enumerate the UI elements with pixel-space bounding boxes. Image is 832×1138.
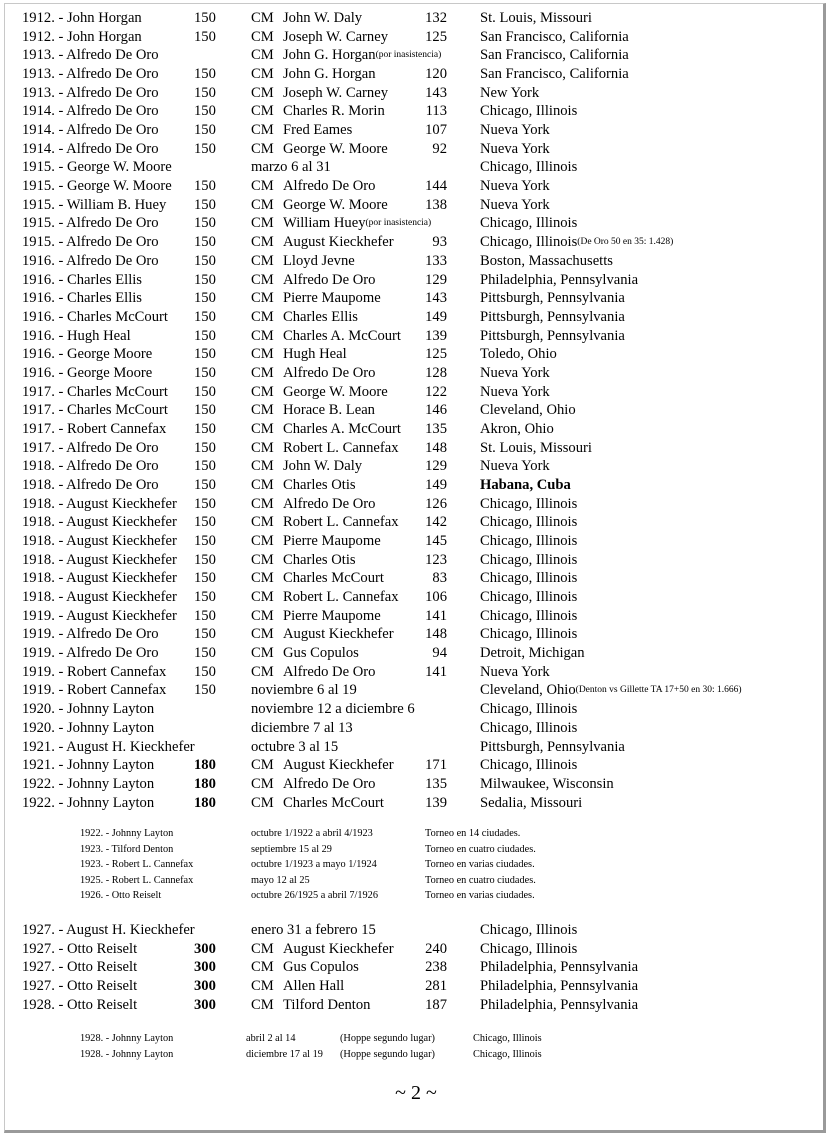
match-type: CM bbox=[251, 215, 274, 232]
player-name: 1913. - Alfredo De Oro bbox=[22, 47, 159, 64]
opponent-name: Charles McCourt bbox=[283, 570, 384, 587]
opponent-score: 146 bbox=[425, 402, 447, 419]
opponent-score: 129 bbox=[425, 458, 447, 475]
player-name: 1913. - Alfredo De Oro bbox=[22, 66, 159, 83]
opponent-score: 92 bbox=[432, 140, 447, 157]
match-type: CM bbox=[251, 271, 274, 288]
match-type: CM bbox=[251, 364, 274, 381]
match-type: CM bbox=[251, 439, 274, 456]
opponent-note: (por inasistencia) bbox=[365, 218, 432, 229]
points-target: 150 bbox=[194, 271, 216, 288]
player-name: 1916. - Alfredo De Oro bbox=[22, 252, 159, 269]
final-winner: 1928. - Johnny Layton bbox=[80, 1033, 174, 1044]
opponent-score: 149 bbox=[425, 308, 447, 325]
location: Nueva York bbox=[480, 663, 550, 680]
location: Chicago, Illinois bbox=[480, 940, 578, 957]
tournament-winner: 1926. - Otto Reiselt bbox=[80, 890, 162, 901]
location: Chicago, Illinois bbox=[480, 570, 578, 587]
points-target: 150 bbox=[194, 589, 216, 606]
player-name: 1912. - John Horgan bbox=[22, 28, 142, 45]
match-type: CM bbox=[251, 84, 274, 101]
tournament-dates: mayo 12 al 25 bbox=[251, 874, 310, 886]
location: Cleveland, Ohio bbox=[480, 402, 576, 419]
final-note: (Hoppe segundo lugar) bbox=[340, 1033, 435, 1044]
opponent-name: Charles Otis bbox=[283, 477, 356, 493]
final-location: Chicago, Illinois bbox=[473, 1033, 542, 1044]
player-name: 1927. - August H. Kieckhefer bbox=[22, 922, 195, 938]
match-type: CM bbox=[251, 140, 274, 157]
tournament-dates: octubre 1/1922 a abril 4/1923 bbox=[251, 828, 373, 839]
tournament-description: Torneo en varias ciudades. bbox=[425, 859, 535, 870]
opponent-name: Pierre Maupome bbox=[283, 290, 381, 307]
location: Cleveland, Ohio (Denton vs Gillette TA 17+50 en 30: 1.666) bbox=[480, 682, 742, 699]
points-target: 150 bbox=[194, 458, 216, 475]
final-dates: abril 2 al 14 bbox=[246, 1033, 296, 1044]
location: Chicago, Illinois bbox=[480, 626, 578, 643]
location: Nueva York bbox=[480, 178, 550, 195]
opponent-score: 171 bbox=[425, 757, 447, 774]
opponent-name: George W. Moore bbox=[283, 140, 388, 157]
opponent-name: John G. Horgan bbox=[283, 66, 376, 83]
opponent-name: John W. Daly bbox=[283, 458, 363, 475]
event-dates: noviembre 6 al 19 bbox=[251, 682, 357, 699]
opponent-name: August Kieckhefer bbox=[283, 234, 394, 251]
player-name: 1912. - John Horgan bbox=[22, 10, 142, 26]
location: Chicago, Illinois bbox=[480, 159, 578, 176]
opponent-score: 107 bbox=[425, 122, 447, 139]
opponent-name: Robert L. Cannefax bbox=[283, 439, 399, 456]
event-dates: noviembre 12 a diciembre 6 bbox=[251, 701, 415, 718]
opponent-name: Gus Copulos bbox=[283, 959, 359, 976]
location: Philadelphia, Pennsylvania bbox=[480, 978, 639, 995]
player-name: 1916. - Charles Ellis bbox=[22, 271, 142, 288]
player-name: 1919. - Alfredo De Oro bbox=[22, 645, 159, 662]
points-target: 150 bbox=[194, 308, 216, 325]
opponent-name: Alfredo De Oro bbox=[283, 364, 376, 381]
player-name: 1920. - Johnny Layton bbox=[22, 719, 155, 736]
opponent-name: Alfredo De Oro bbox=[283, 178, 376, 195]
opponent-score: 143 bbox=[425, 290, 447, 307]
opponent-score: 238 bbox=[425, 959, 447, 976]
player-name: 1915. - George W. Moore bbox=[22, 159, 172, 176]
match-type: CM bbox=[251, 757, 274, 774]
location: Pittsburgh, Pennsylvania bbox=[480, 327, 625, 344]
points-target: 150 bbox=[194, 439, 216, 456]
opponent-name: Joseph W. Carney bbox=[283, 28, 388, 45]
opponent-score: 139 bbox=[425, 327, 447, 344]
location: Chicago, Illinois (De Oro 50 en 35: 1.428) bbox=[480, 234, 674, 251]
opponent-score: 141 bbox=[425, 663, 447, 680]
final-location: Chicago, Illinois bbox=[473, 1049, 542, 1060]
player-name: 1916. - George Moore bbox=[22, 364, 153, 381]
player-name: 1916. - Charles Ellis bbox=[22, 290, 142, 307]
opponent-score: 135 bbox=[425, 420, 447, 437]
location: Milwaukee, Wisconsin bbox=[480, 775, 614, 792]
player-name: 1918. - August Kieckhefer bbox=[22, 551, 177, 568]
opponent-score: 113 bbox=[425, 103, 447, 120]
event-dates: enero 31 a febrero 15 bbox=[251, 922, 376, 938]
tournament-description: Torneo en 14 ciudades. bbox=[425, 828, 521, 839]
points-target: 150 bbox=[194, 607, 216, 624]
location: Nueva York bbox=[480, 196, 550, 213]
points-target: 150 bbox=[194, 252, 216, 269]
match-type: CM bbox=[251, 402, 274, 419]
event-dates: marzo 6 al 31 bbox=[251, 159, 331, 176]
location: Chicago, Illinois bbox=[480, 607, 578, 624]
points-target: 150 bbox=[194, 327, 216, 344]
opponent-score: 129 bbox=[425, 271, 447, 288]
event-dates: diciembre 7 al 13 bbox=[251, 719, 353, 736]
location: Chicago, Illinois bbox=[480, 922, 578, 938]
match-type: CM bbox=[251, 252, 274, 269]
location: Philadelphia, Pennsylvania bbox=[480, 959, 639, 976]
opponent-name: Robert L. Cannefax bbox=[283, 589, 399, 606]
match-type: CM bbox=[251, 346, 274, 363]
opponent-name: John W. Daly bbox=[283, 10, 363, 26]
points-target: 180 bbox=[194, 775, 216, 792]
points-target: 150 bbox=[194, 103, 216, 120]
points-target: 150 bbox=[194, 626, 216, 643]
player-name: 1921. - Johnny Layton bbox=[22, 757, 155, 774]
opponent-name: Charles Ellis bbox=[283, 308, 358, 325]
opponent-score: 120 bbox=[425, 66, 447, 83]
tournament-winner: 1925. - Robert L. Cannefax bbox=[80, 874, 194, 886]
opponent-name: Robert L. Cannefax bbox=[283, 514, 399, 531]
player-name: 1915. - George W. Moore bbox=[22, 178, 172, 195]
match-type: CM bbox=[251, 663, 274, 680]
opponent-name: Horace B. Lean bbox=[283, 402, 375, 419]
final-dates: diciembre 17 al 19 bbox=[246, 1049, 323, 1060]
points-target: 150 bbox=[194, 477, 216, 493]
location: Nueva York bbox=[480, 364, 550, 381]
player-name: 1916. - Hugh Heal bbox=[22, 327, 131, 344]
opponent-name: Alfredo De Oro bbox=[283, 271, 376, 288]
opponent-name: Lloyd Jevne bbox=[283, 252, 355, 269]
tournament-dates: octubre 26/1925 a abril 7/1926 bbox=[251, 890, 378, 901]
points-target: 150 bbox=[194, 402, 216, 419]
match-type: CM bbox=[251, 103, 274, 120]
event-dates: octubre 3 al 15 bbox=[251, 738, 339, 755]
match-type: CM bbox=[251, 178, 274, 195]
opponent-score: 148 bbox=[425, 439, 447, 456]
opponent-score: 187 bbox=[425, 996, 447, 1013]
opponent-score: 148 bbox=[425, 626, 447, 643]
points-target: 150 bbox=[194, 551, 216, 568]
opponent-name: John G. Horgan (por inasistencia) bbox=[283, 47, 442, 64]
match-type: CM bbox=[251, 495, 274, 512]
points-target: 180 bbox=[194, 757, 216, 774]
points-target: 150 bbox=[194, 364, 216, 381]
match-type: CM bbox=[251, 66, 274, 83]
final-note: (Hoppe segundo lugar) bbox=[340, 1049, 435, 1060]
player-name: 1914. - Alfredo De Oro bbox=[22, 140, 159, 157]
opponent-score: 94 bbox=[432, 645, 447, 662]
tournament-winner: 1922. - Johnny Layton bbox=[80, 828, 174, 839]
player-name: 1916. - Charles McCourt bbox=[22, 308, 168, 325]
opponent-name: Charles A. McCourt bbox=[283, 327, 401, 344]
player-name: 1920. - Johnny Layton bbox=[22, 701, 155, 718]
location: Nueva York bbox=[480, 122, 550, 139]
opponent-score: 126 bbox=[425, 495, 447, 512]
location-note: (De Oro 50 en 35: 1.428) bbox=[577, 237, 674, 248]
player-name: 1922. - Johnny Layton bbox=[22, 794, 155, 811]
player-name: 1917. - Robert Cannefax bbox=[22, 420, 167, 437]
opponent-name: August Kieckhefer bbox=[283, 940, 394, 957]
location: Pittsburgh, Pennsylvania bbox=[480, 290, 625, 307]
location: San Francisco, California bbox=[480, 28, 629, 45]
player-name: 1919. - August Kieckhefer bbox=[22, 607, 177, 624]
match-type: CM bbox=[251, 775, 274, 792]
opponent-score: 128 bbox=[425, 364, 447, 381]
opponent-name: George W. Moore bbox=[283, 383, 388, 400]
location: Chicago, Illinois bbox=[480, 215, 578, 232]
match-type: CM bbox=[251, 290, 274, 307]
match-type: CM bbox=[251, 645, 274, 662]
match-type: CM bbox=[251, 234, 274, 251]
match-type: CM bbox=[251, 28, 274, 45]
location: St. Louis, Missouri bbox=[480, 10, 592, 26]
match-type: CM bbox=[251, 383, 274, 400]
opponent-score: 145 bbox=[425, 533, 447, 550]
points-target: 150 bbox=[194, 66, 216, 83]
location: Detroit, Michigan bbox=[480, 645, 585, 662]
opponent-name: Charles A. McCourt bbox=[283, 420, 401, 437]
tournament-dates: septiembre 15 al 29 bbox=[251, 843, 332, 855]
location: Chicago, Illinois bbox=[480, 495, 578, 512]
opponent-name: August Kieckhefer bbox=[283, 626, 394, 643]
opponent-note: (por inasistencia) bbox=[375, 50, 442, 61]
location: Sedalia, Missouri bbox=[480, 794, 583, 811]
opponent-name: Allen Hall bbox=[283, 978, 345, 995]
player-name: 1915. - Alfredo De Oro bbox=[22, 234, 159, 251]
player-name: 1918. - August Kieckhefer bbox=[22, 533, 177, 550]
opponent-score: 133 bbox=[425, 252, 447, 269]
match-type: CM bbox=[251, 458, 274, 475]
player-name: 1918. - Alfredo De Oro bbox=[22, 458, 159, 475]
points-target: 150 bbox=[194, 663, 216, 680]
opponent-score: 141 bbox=[425, 607, 447, 624]
opponent-score: 149 bbox=[425, 477, 447, 493]
player-name: 1913. - Alfredo De Oro bbox=[22, 84, 159, 101]
player-name: 1927. - Otto Reiselt bbox=[22, 940, 138, 957]
opponent-name: August Kieckhefer bbox=[283, 757, 394, 774]
opponent-score: 142 bbox=[425, 514, 447, 531]
opponent-score: 83 bbox=[432, 570, 447, 587]
tournament-dates: octubre 1/1923 a mayo 1/1924 bbox=[251, 859, 377, 870]
player-name: 1919. - Alfredo De Oro bbox=[22, 626, 159, 643]
points-target: 300 bbox=[194, 940, 216, 957]
opponent-name: Gus Copulos bbox=[283, 645, 359, 662]
points-target: 300 bbox=[194, 978, 216, 995]
match-type: CM bbox=[251, 327, 274, 344]
match-type: CM bbox=[251, 196, 274, 213]
player-name: 1927. - Otto Reiselt bbox=[22, 978, 138, 995]
final-winner: 1928. - Johnny Layton bbox=[80, 1049, 174, 1060]
tournament-winner: 1923. - Tilford Denton bbox=[80, 843, 174, 855]
match-type: CM bbox=[251, 308, 274, 325]
page-number: ~ 2 ~ bbox=[395, 1082, 437, 1104]
opponent-name: Alfredo De Oro bbox=[283, 663, 376, 680]
location: Philadelphia, Pennsylvania bbox=[480, 271, 639, 288]
match-type: CM bbox=[251, 514, 274, 531]
player-name: 1919. - Robert Cannefax bbox=[22, 682, 167, 699]
location: Pittsburgh, Pennsylvania bbox=[480, 738, 625, 755]
match-type: CM bbox=[251, 959, 274, 976]
points-target: 150 bbox=[194, 10, 216, 26]
points-target: 150 bbox=[194, 533, 216, 550]
player-name: 1927. - Otto Reiselt bbox=[22, 959, 138, 976]
opponent-name: Alfredo De Oro bbox=[283, 775, 376, 792]
location: Nueva York bbox=[480, 458, 550, 475]
opponent-name: Charles R. Morin bbox=[283, 103, 385, 120]
match-type: CM bbox=[251, 589, 274, 606]
player-name: 1917. - Alfredo De Oro bbox=[22, 439, 159, 456]
location: Chicago, Illinois bbox=[480, 719, 578, 736]
opponent-score: 139 bbox=[425, 794, 447, 811]
match-type: CM bbox=[251, 533, 274, 550]
match-type: CM bbox=[251, 570, 274, 587]
points-target: 150 bbox=[194, 682, 216, 699]
points-target: 150 bbox=[194, 28, 216, 45]
match-type: CM bbox=[251, 551, 274, 568]
tournament-description: Torneo en varias ciudades. bbox=[425, 890, 535, 901]
match-type: CM bbox=[251, 10, 274, 26]
match-type: CM bbox=[251, 122, 274, 139]
location: Chicago, Illinois bbox=[480, 589, 578, 606]
player-name: 1917. - Charles McCourt bbox=[22, 402, 168, 419]
points-target: 300 bbox=[194, 996, 216, 1013]
location: Philadelphia, Pennsylvania bbox=[480, 996, 639, 1013]
points-target: 150 bbox=[194, 140, 216, 157]
points-target: 150 bbox=[194, 346, 216, 363]
points-target: 150 bbox=[194, 420, 216, 437]
location: Nueva York bbox=[480, 140, 550, 157]
player-name: 1918. - August Kieckhefer bbox=[22, 589, 177, 606]
location: Akron, Ohio bbox=[480, 420, 554, 437]
match-type: CM bbox=[251, 626, 274, 643]
player-name: 1922. - Johnny Layton bbox=[22, 775, 155, 792]
points-target: 150 bbox=[194, 234, 216, 251]
opponent-name: George W. Moore bbox=[283, 196, 388, 213]
opponent-score: 125 bbox=[425, 28, 447, 45]
opponent-score: 93 bbox=[432, 234, 447, 251]
opponent-score: 281 bbox=[425, 978, 447, 995]
location: Habana, Cuba bbox=[480, 477, 571, 493]
points-target: 150 bbox=[194, 383, 216, 400]
match-type: CM bbox=[251, 47, 274, 64]
match-type: CM bbox=[251, 607, 274, 624]
opponent-name: Pierre Maupome bbox=[283, 607, 381, 624]
tournament-winner: 1923. - Robert L. Cannefax bbox=[80, 859, 194, 870]
location-note: (Denton vs Gillette TA 17+50 en 30: 1.666) bbox=[575, 685, 742, 696]
points-target: 150 bbox=[194, 495, 216, 512]
location: Pittsburgh, Pennsylvania bbox=[480, 308, 625, 325]
player-name: 1918. - August Kieckhefer bbox=[22, 514, 177, 531]
points-target: 150 bbox=[194, 122, 216, 139]
location: San Francisco, California bbox=[480, 66, 629, 83]
opponent-name: Charles Otis bbox=[283, 551, 356, 568]
opponent-name: Fred Eames bbox=[283, 122, 353, 139]
points-target: 150 bbox=[194, 215, 216, 232]
tournament-description: Torneo en cuatro ciudades. bbox=[425, 843, 536, 855]
match-type: CM bbox=[251, 477, 274, 493]
location: Toledo, Ohio bbox=[480, 346, 557, 363]
location: Chicago, Illinois bbox=[480, 514, 578, 531]
opponent-name: Alfredo De Oro bbox=[283, 495, 376, 512]
player-name: 1919. - Robert Cannefax bbox=[22, 663, 167, 680]
opponent-name: William Huey (por inasistencia) bbox=[283, 215, 432, 232]
player-name: 1914. - Alfredo De Oro bbox=[22, 122, 159, 139]
opponent-score: 106 bbox=[425, 589, 447, 606]
location: Chicago, Illinois bbox=[480, 533, 578, 550]
points-target: 300 bbox=[194, 959, 216, 976]
points-target: 150 bbox=[194, 514, 216, 531]
player-name: 1916. - George Moore bbox=[22, 346, 153, 363]
opponent-score: 240 bbox=[425, 940, 447, 957]
match-type: CM bbox=[251, 420, 274, 437]
location: St. Louis, Missouri bbox=[480, 439, 592, 456]
player-name: 1917. - Charles McCourt bbox=[22, 383, 168, 400]
points-target: 150 bbox=[194, 196, 216, 213]
opponent-score: 143 bbox=[425, 84, 447, 101]
opponent-score: 123 bbox=[425, 551, 447, 568]
location: Chicago, Illinois bbox=[480, 103, 578, 120]
match-type: CM bbox=[251, 940, 274, 957]
player-name: 1921. - August H. Kieckhefer bbox=[22, 738, 195, 755]
player-name: 1914. - Alfredo De Oro bbox=[22, 103, 159, 120]
match-type: CM bbox=[251, 996, 274, 1013]
points-target: 180 bbox=[194, 794, 216, 811]
match-type: CM bbox=[251, 794, 274, 811]
points-target: 150 bbox=[194, 84, 216, 101]
tournament-description: Torneo en cuatro ciudades. bbox=[425, 874, 536, 886]
opponent-score: 125 bbox=[425, 346, 447, 363]
opponent-name: Joseph W. Carney bbox=[283, 84, 388, 101]
opponent-score: 138 bbox=[425, 196, 447, 213]
location: Chicago, Illinois bbox=[480, 757, 578, 774]
location: Chicago, Illinois bbox=[480, 551, 578, 568]
player-name: 1918. - August Kieckhefer bbox=[22, 495, 177, 512]
points-target: 150 bbox=[194, 645, 216, 662]
opponent-name: Pierre Maupome bbox=[283, 533, 381, 550]
opponent-score: 144 bbox=[425, 178, 447, 195]
points-target: 150 bbox=[194, 290, 216, 307]
player-name: 1928. - Otto Reiselt bbox=[22, 996, 138, 1013]
location: Boston, Massachusetts bbox=[480, 252, 613, 269]
opponent-name: Tilford Denton bbox=[283, 996, 371, 1013]
location: New York bbox=[480, 84, 540, 101]
location: San Francisco, California bbox=[480, 47, 629, 64]
player-name: 1915. - Alfredo De Oro bbox=[22, 215, 159, 232]
opponent-name: Hugh Heal bbox=[283, 346, 347, 363]
player-name: 1918. - Alfredo De Oro bbox=[22, 477, 159, 493]
player-name: 1918. - August Kieckhefer bbox=[22, 570, 177, 587]
points-target: 150 bbox=[194, 178, 216, 195]
opponent-score: 132 bbox=[425, 10, 447, 26]
location: Chicago, Illinois bbox=[480, 701, 578, 718]
player-name: 1915. - William B. Huey bbox=[22, 196, 167, 213]
match-type: CM bbox=[251, 978, 274, 995]
location: Nueva York bbox=[480, 383, 550, 400]
opponent-score: 122 bbox=[425, 383, 447, 400]
opponent-name: Charles McCourt bbox=[283, 794, 384, 811]
opponent-score: 135 bbox=[425, 775, 447, 792]
points-target: 150 bbox=[194, 570, 216, 587]
